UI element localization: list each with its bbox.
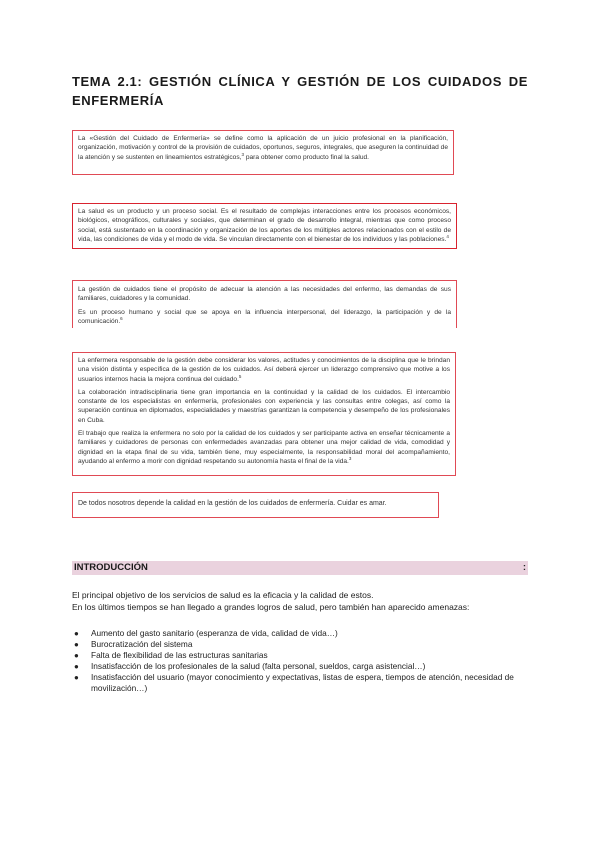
list-item: ● Insatisfacción del usuario (mayor conocimiento y expectativas, listas de espera, tiempos de atención, necesidad de movilización…) xyxy=(74,672,514,693)
page-title: TEMA 2.1: GESTIÓN CLÍNICA Y GESTIÓN DE LOS CUIDADOS DE ENFERMERÍA xyxy=(72,74,528,108)
list-item: ● Insatisfacción de los profesionales de la salud (falta personal, sueldos, carga asistencial…) xyxy=(74,661,426,671)
bullet-icon: ● xyxy=(74,640,79,649)
definition-box-salud xyxy=(72,203,457,249)
intro-line-2: En los últimos tiempos se han llegado a grandes logros de salud, pero también han aparecido amenazas: xyxy=(72,602,470,612)
quote-text: De todos nosotros depende la calidad en la gestión de los cuidados de enfermería. Cuidar es amar. xyxy=(78,500,387,507)
bullet-icon: ● xyxy=(74,662,79,671)
section-colon: : xyxy=(522,562,526,573)
box-paragraph: La «Gestión del Cuidado de Enfermería» se define como la aplicación de un juicio profesional en la planificación, organización, motivación y control de la provisión de cuidados, oportunos, seguros, integrales, que aseguren la continuidad de la atención y se sustenten en lineamientos estratégicos,$^3$ para obtener como producto final la salud. xyxy=(78,135,448,161)
box-paragraph: La enfermera responsable de la gestión debe considerar los valores, actitudes y conocimientos de la disciplina que le brindan una visión distinta y específica de la gestión de los cuidados. Así deberá ejercer un liderazgo comprensivo que motive a los usuarios internos hacia la mejora continua del cuidado.$^5$ xyxy=(78,357,450,383)
box-paragraph: La salud es un producto y un proceso social. Es el resultado de complejas interacciones entre los procesos económicos, biológicos, etnográficos, culturales y sociales, que determinan el grado de desarrollo integral, mientras que como proceso social, está sustentado en la coordinación y organización de los aportes de los múltiples actores relacionados con el estilo de vida, las condiciones de vida y el modo de vida. Se vinculan directamente con el bienestar de los individuos y las poblaciones.$^4$ xyxy=(78,208,451,243)
box-paragraph: La gestión de cuidados tiene el propósito de adecuar la atención a las necesidades del enfermo, las demandas de sus familiares, cuidadores y la comunidad. xyxy=(78,286,451,303)
section-header xyxy=(72,561,528,575)
bullet-icon: ● xyxy=(74,651,79,660)
section-title: INTRODUCCIÓN xyxy=(74,562,148,573)
definition-box-gestion-cuidado xyxy=(72,130,454,175)
definition-box-proposito xyxy=(72,280,457,328)
box-paragraph: El trabajo que realiza la enfermera no solo por la calidad de los cuidados y ser participante activa en enseñar técnicamente a familiares y cuidadores de personas con enfermedades avanzadas para obtener una mejor calidad de vida, comodidad y dignidad en la etapa final de su vida, también tiene, muy especialmente, la responsabilidad moral del acompañamiento, ayudando al enfermo a morir con dignidad respetando su autonomía hasta el final de la vida.$^3$ xyxy=(78,430,450,465)
bullet-icon: ● xyxy=(74,629,79,638)
list-item: ● Burocratización del sistema xyxy=(74,639,193,649)
list-item: ● Falta de flexibilidad de las estructuras sanitarias xyxy=(74,650,268,660)
footnote-ref: 3 xyxy=(348,455,352,461)
footnote-ref: 4 xyxy=(446,233,449,239)
footnote-ref: 6 xyxy=(120,315,123,321)
footnote-ref: 3 xyxy=(241,151,244,157)
threats-list xyxy=(72,628,528,694)
box-paragraph: La colaboración intradisciplinaria tiene gran importancia en la continuidad y la calidad de los cuidados. El intercambio constante de los especialistas en enfermería, profesionales con experiencia y las consultas entre colegas, así como la superación continua en diplomados, especialidades y maestrías garantizan la competencia y desempeño de los profesionales en Cuba. xyxy=(78,388,450,424)
quote-box xyxy=(72,492,439,518)
box-paragraph: Es un proceso humano y social que se apoya en la influencia interpersonal, del liderazgo, la participación y de la comunicación.$^6$ xyxy=(78,308,451,325)
list-item: ● Aumento del gasto sanitario (esperanza de vida, calidad de vida…) xyxy=(74,628,338,638)
intro-line-1: El principal objetivo de los servicios de salud es la eficacia y la calidad de estos. xyxy=(72,590,374,600)
footnote-ref: 5 xyxy=(238,373,242,379)
bullet-icon: ● xyxy=(74,673,79,682)
definition-box-enfermera xyxy=(72,352,456,476)
